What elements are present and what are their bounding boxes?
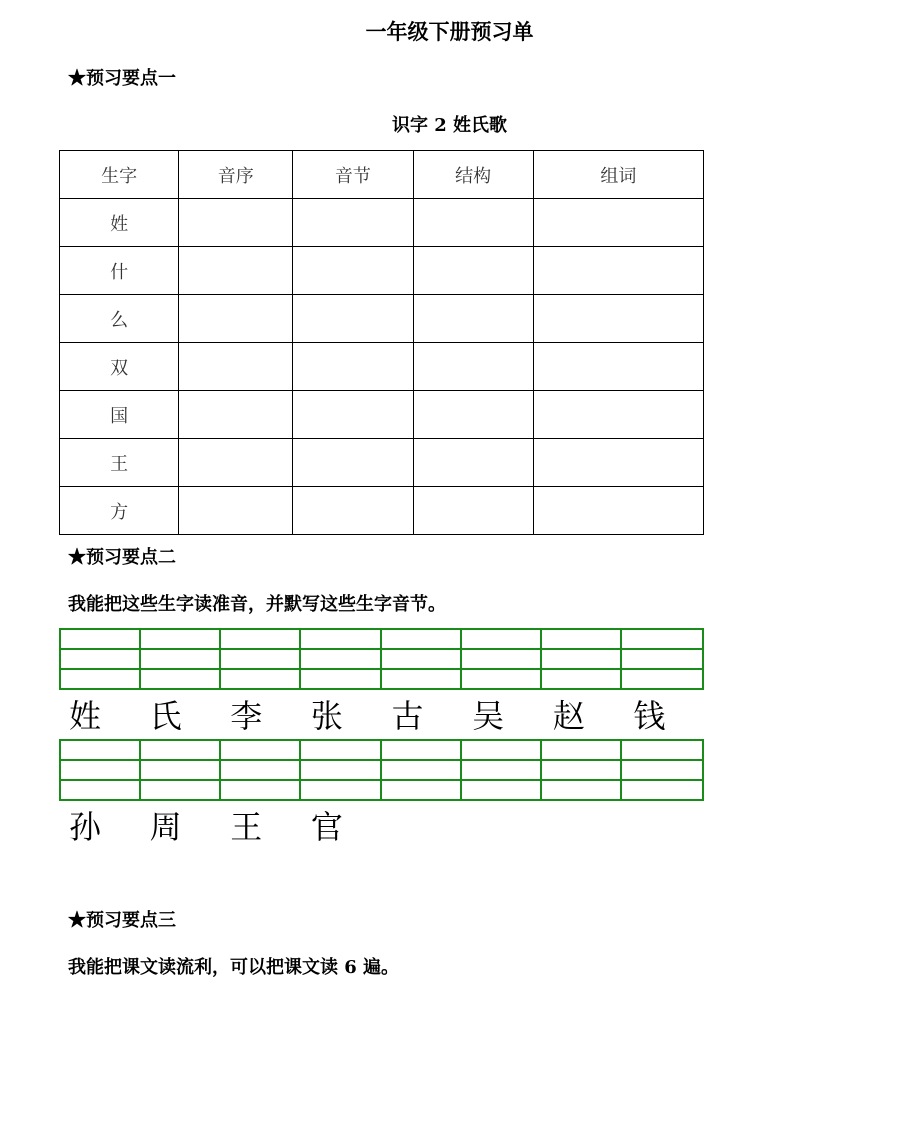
- section-three-instruction: 我能把课文读流利，可以把课文读 6 遍。: [68, 957, 400, 978]
- pinyin-writing-grid-1: [59, 628, 704, 690]
- pinyin-cell[interactable]: [141, 741, 221, 799]
- row-character: 双: [60, 343, 179, 391]
- row-character: 方: [60, 487, 179, 535]
- answer-cell[interactable]: [179, 247, 293, 295]
- lesson-subtitle: 识字 2 姓氏歌: [391, 115, 508, 136]
- page-title: 一年级下册预习单: [365, 19, 534, 44]
- practice-character: 赵: [552, 697, 585, 735]
- section-two-instruction: 我能把这些生字读准音，并默写这些生字音节。: [68, 594, 446, 615]
- answer-cell[interactable]: [533, 295, 703, 343]
- table-row: [60, 199, 704, 247]
- practice-character: 吴: [472, 697, 505, 735]
- answer-cell[interactable]: [293, 199, 413, 247]
- practice-character: 氏: [149, 697, 182, 735]
- pinyin-cell[interactable]: [382, 741, 462, 799]
- section-two-heading: ★预习要点二: [68, 547, 176, 568]
- section-one-heading: ★预习要点一: [68, 68, 176, 89]
- table-header-row: [60, 151, 704, 199]
- practice-character: 古: [391, 697, 424, 735]
- pinyin-cell[interactable]: [542, 741, 622, 799]
- table-row: [60, 391, 704, 439]
- answer-cell[interactable]: [533, 247, 703, 295]
- answer-cell[interactable]: [413, 247, 533, 295]
- pinyin-cell[interactable]: [462, 741, 542, 799]
- table-row: [60, 247, 704, 295]
- pinyin-cell[interactable]: [542, 630, 622, 688]
- practice-character: 姓: [69, 697, 102, 735]
- answer-cell[interactable]: [413, 199, 533, 247]
- character-row-1: [59, 694, 704, 738]
- row-character: 什: [60, 247, 179, 295]
- answer-cell[interactable]: [533, 439, 703, 487]
- answer-cell[interactable]: [293, 343, 413, 391]
- header-jiegou: 结构: [413, 151, 533, 199]
- answer-cell[interactable]: [293, 391, 413, 439]
- vocab-table: [59, 150, 704, 535]
- section-three-heading: ★预习要点三: [68, 910, 176, 931]
- pinyin-cell[interactable]: [221, 630, 301, 688]
- pinyin-cell[interactable]: [462, 630, 542, 688]
- pinyin-cell[interactable]: [221, 741, 301, 799]
- pinyin-cell[interactable]: [301, 630, 381, 688]
- pinyin-cell[interactable]: [301, 741, 381, 799]
- pinyin-cell[interactable]: [622, 741, 702, 799]
- table-row: [60, 295, 704, 343]
- answer-cell[interactable]: [413, 343, 533, 391]
- table-row: [60, 343, 704, 391]
- pinyin-cell[interactable]: [61, 741, 141, 799]
- practice-character: 周: [149, 808, 182, 846]
- answer-cell[interactable]: [293, 295, 413, 343]
- header-zuci: 组词: [533, 151, 703, 199]
- answer-cell[interactable]: [179, 439, 293, 487]
- answer-cell[interactable]: [533, 343, 703, 391]
- answer-cell[interactable]: [413, 487, 533, 535]
- pinyin-cell[interactable]: [382, 630, 462, 688]
- pinyin-cell[interactable]: [141, 630, 221, 688]
- answer-cell[interactable]: [533, 391, 703, 439]
- character-row-2: [59, 805, 704, 849]
- answer-cell[interactable]: [179, 391, 293, 439]
- practice-character: 官: [310, 808, 343, 846]
- header-shengzi: 生字: [60, 151, 179, 199]
- pinyin-writing-grid-2: [59, 739, 704, 801]
- answer-cell[interactable]: [533, 487, 703, 535]
- answer-cell[interactable]: [179, 487, 293, 535]
- header-yinjie: 音节: [293, 151, 413, 199]
- answer-cell[interactable]: [293, 487, 413, 535]
- answer-cell[interactable]: [179, 295, 293, 343]
- answer-cell[interactable]: [293, 439, 413, 487]
- practice-character: 王: [230, 808, 263, 846]
- answer-cell[interactable]: [533, 199, 703, 247]
- row-character: 王: [60, 439, 179, 487]
- pinyin-cell[interactable]: [622, 630, 702, 688]
- header-yinxu: 音序: [179, 151, 293, 199]
- practice-character: 孙: [69, 808, 102, 846]
- row-character: 国: [60, 391, 179, 439]
- practice-character: 张: [310, 697, 343, 735]
- row-character: 姓: [60, 199, 179, 247]
- answer-cell[interactable]: [413, 439, 533, 487]
- table-row: [60, 439, 704, 487]
- answer-cell[interactable]: [293, 247, 413, 295]
- answer-cell[interactable]: [413, 391, 533, 439]
- row-character: 么: [60, 295, 179, 343]
- practice-character: 李: [230, 697, 263, 735]
- practice-character: 钱: [633, 697, 666, 735]
- answer-cell[interactable]: [179, 343, 293, 391]
- answer-cell[interactable]: [179, 199, 293, 247]
- table-row: [60, 487, 704, 535]
- answer-cell[interactable]: [413, 295, 533, 343]
- pinyin-cell[interactable]: [61, 630, 141, 688]
